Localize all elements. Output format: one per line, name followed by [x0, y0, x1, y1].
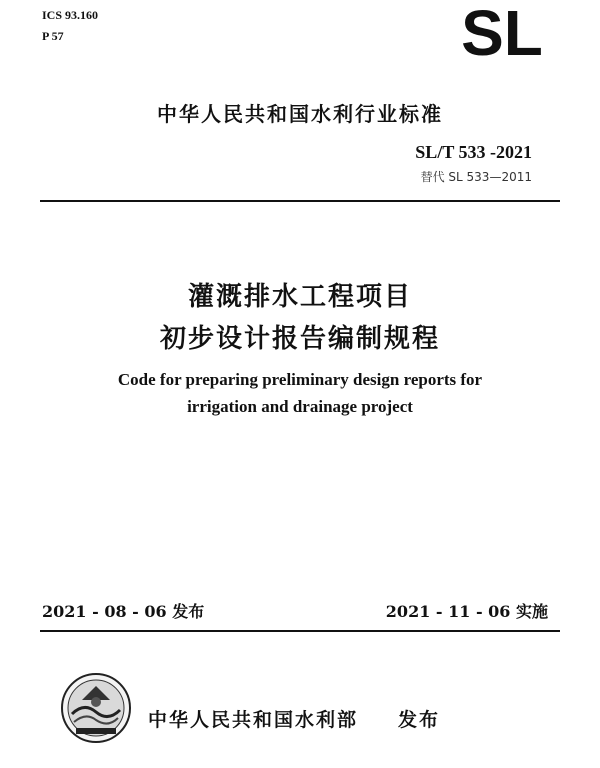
bottom-divider	[40, 630, 560, 632]
replaces-note: 替代 SL 533—2011	[420, 170, 532, 184]
classification-code: P 57	[42, 29, 64, 43]
publisher-name: 中华人民共和国水利部	[148, 709, 359, 731]
ics-code: ICS 93.160	[42, 8, 99, 22]
ministry-seal-icon	[60, 672, 132, 744]
title-cn-line1: 灌溉排水工程项目	[187, 282, 412, 312]
top-divider	[40, 200, 560, 202]
standard-number: SL/T 533 -2021	[415, 142, 532, 162]
title-en-line2: irrigation and drainage project	[187, 397, 413, 416]
standard-category: 中华人民共和国水利行业标准	[157, 102, 443, 126]
issue-date: 2021 - 08 - 06 发布	[42, 602, 205, 621]
publish-label: 发布	[398, 709, 441, 731]
title-en-line1: Code for preparing preliminary design reports for	[117, 370, 483, 389]
sl-logo-text: SL	[461, 2, 543, 62]
title-cn-line2: 初步设计报告编制规程	[159, 324, 440, 354]
sl-logo	[456, 2, 548, 62]
implement-date: 2021 - 11 - 06 实施	[385, 602, 548, 621]
